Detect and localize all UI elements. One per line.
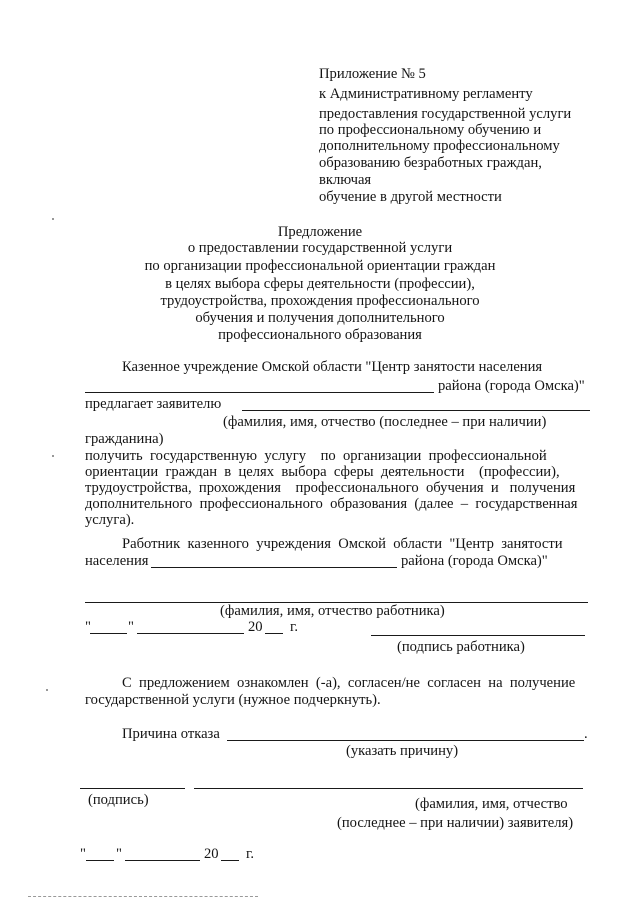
worker-line: Работник казенного учреждения Омской области "Центр занятости bbox=[122, 536, 563, 552]
header-line: обучение в другой местности bbox=[319, 189, 502, 205]
worker-name-hint: (фамилия, имя, отчество работника) bbox=[220, 603, 445, 619]
final-date-year-prefix: 20 bbox=[204, 846, 219, 862]
final-date-quote-open: " bbox=[80, 846, 86, 862]
signature-hint: (подпись) bbox=[88, 792, 149, 808]
date-day-fill-line[interactable] bbox=[90, 633, 127, 634]
applicant-name-hint: (последнее – при наличии) заявителя) bbox=[337, 815, 574, 831]
applicant-name-fill-line[interactable] bbox=[194, 788, 583, 789]
date-quote-open: " bbox=[85, 619, 91, 635]
title-line: профессионального образования bbox=[218, 327, 422, 343]
worker-district-suffix: района (города Омска)" bbox=[401, 553, 548, 569]
final-date-year-fill-line[interactable] bbox=[221, 860, 239, 861]
header-line: к Административному регламенту bbox=[319, 86, 533, 102]
date-year-prefix: 20 bbox=[248, 619, 263, 635]
service-line: трудоустройства, прохождения профессионального обучения и получения bbox=[85, 480, 576, 496]
refusal-label: Причина отказа bbox=[122, 726, 220, 742]
header-line: образованию безработных граждан, bbox=[319, 155, 542, 171]
header-line: по профессиональному обучению и bbox=[319, 122, 542, 138]
scan-speck bbox=[52, 218, 54, 220]
final-date-year-suffix: г. bbox=[246, 846, 254, 862]
refusal-hint: (указать причину) bbox=[346, 743, 459, 759]
district-fill-line[interactable] bbox=[85, 392, 434, 393]
date-year-fill-line[interactable] bbox=[265, 633, 283, 634]
final-date-quote-close: " bbox=[116, 846, 122, 862]
worker-district-fill-line[interactable] bbox=[151, 567, 397, 568]
service-line: услуга). bbox=[85, 512, 135, 528]
applicant-hint: (фамилия, имя, отчество (последнее – при наличии) bbox=[223, 414, 547, 430]
date-month-fill-line[interactable] bbox=[137, 633, 244, 634]
service-line: дополнительного профессионального образования (далее – государственная bbox=[85, 496, 578, 512]
header-line: дополнительному профессиональному bbox=[319, 138, 560, 154]
worker-signature-fill-line[interactable] bbox=[371, 635, 585, 636]
title-line: о предоставлении государственной услуги bbox=[187, 240, 453, 256]
population-label: населения bbox=[85, 553, 149, 569]
date-quote-close: " bbox=[128, 619, 134, 635]
applicant-fill-line[interactable] bbox=[242, 410, 590, 411]
worker-signature-hint: (подпись работника) bbox=[397, 639, 525, 655]
district-suffix: района (города Омска)" bbox=[438, 378, 585, 394]
institution-line: Казенное учреждение Омской области "Центр занятости населения bbox=[122, 359, 543, 375]
header-line: Приложение № 5 bbox=[319, 66, 426, 82]
consent-line: государственной услуги (нужное подчеркнуть). bbox=[85, 692, 381, 708]
service-line: получить государственную услугу по организации профессиональной bbox=[85, 448, 547, 464]
date-year-suffix: г. bbox=[290, 619, 298, 635]
title-line: обучения и получения дополнительного bbox=[195, 310, 445, 326]
scan-edge-mark bbox=[28, 896, 258, 897]
refusal-fill-line[interactable] bbox=[227, 740, 584, 741]
scan-speck bbox=[52, 455, 54, 457]
consent-line: С предложением ознакомлен (-а), согласен/не согласен на получение bbox=[122, 675, 576, 691]
service-line: ориентации граждан в целях выбора сферы деятельности (профессии), bbox=[85, 464, 560, 480]
applicant-hint-cont: гражданина) bbox=[85, 431, 164, 447]
title-line: по организации профессиональной ориентации граждан bbox=[144, 258, 496, 274]
title-line: в целях выбора сферы деятельности (профессии), bbox=[165, 276, 475, 292]
applicant-signature-fill-line[interactable] bbox=[80, 788, 185, 789]
title-line: трудоустройства, прохождения профессионального bbox=[160, 293, 480, 309]
title-line: Предложение bbox=[277, 224, 363, 240]
header-line: предоставления государственной услуги bbox=[319, 106, 572, 122]
refusal-end: . bbox=[584, 726, 588, 742]
final-date-day-fill-line[interactable] bbox=[86, 860, 114, 861]
final-date-month-fill-line[interactable] bbox=[125, 860, 200, 861]
applicant-name-hint: (фамилия, имя, отчество bbox=[415, 796, 568, 812]
header-line: включая bbox=[319, 172, 372, 188]
service-paragraph bbox=[85, 448, 595, 528]
offers-label: предлагает заявителю bbox=[85, 396, 222, 412]
scan-speck bbox=[46, 689, 48, 691]
